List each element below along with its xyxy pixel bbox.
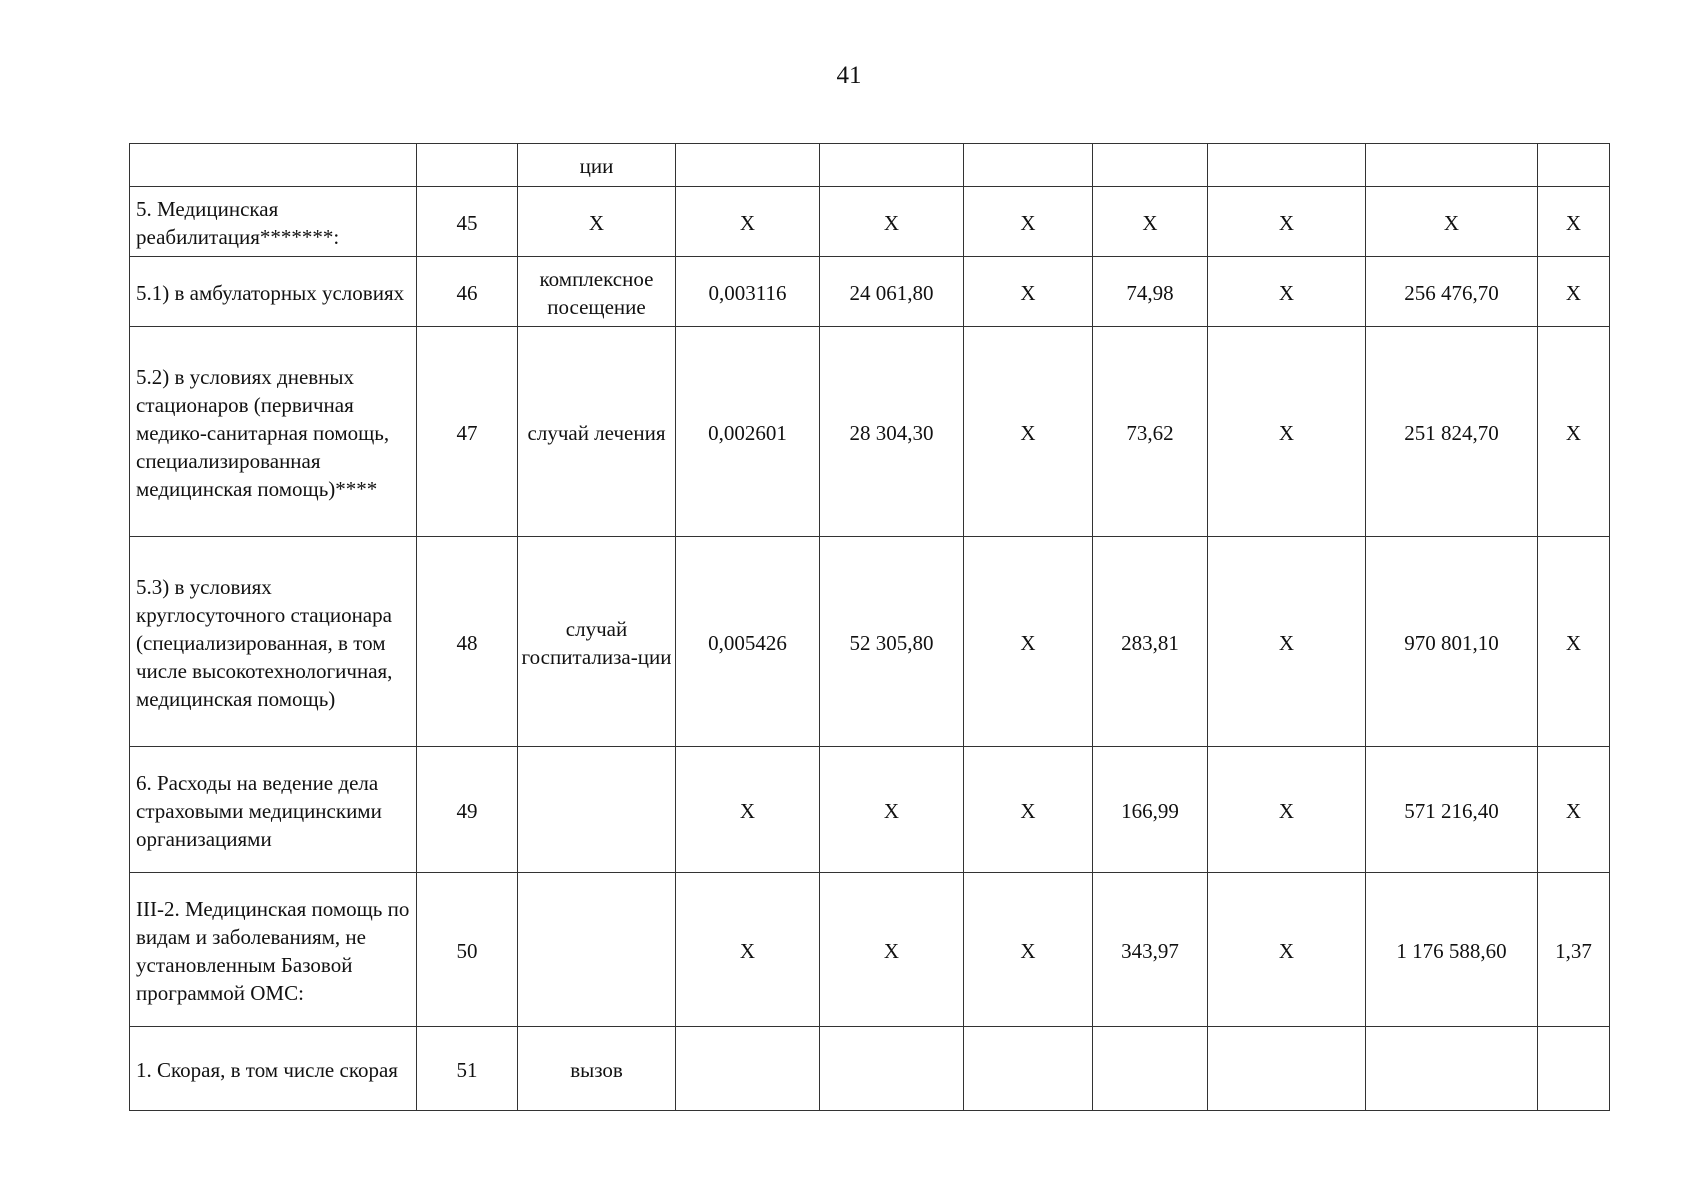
value-cell: 74,98 [1093,257,1208,327]
value-cell [676,1027,820,1111]
value-cell: Х [1538,747,1610,873]
row-name-cell: 6. Расходы на ведение дела страховыми медицинскими организациями [130,747,417,873]
value-cell: Х [1366,187,1538,257]
value-cell: 571 216,40 [1366,747,1538,873]
value-cell: Х [1208,747,1366,873]
value-cell: 73,62 [1093,327,1208,537]
value-cell: Х [820,187,964,257]
value-cell: Х [1208,327,1366,537]
value-cell: Х [676,187,820,257]
row-number-cell: 48 [417,537,518,747]
value-cell: Х [676,747,820,873]
row-name-cell: 5.1) в амбулаторных условиях [130,257,417,327]
value-cell: Х [1208,537,1366,747]
value-cell: 343,97 [1093,873,1208,1027]
value-cell: Х [676,873,820,1027]
row-name-cell: III-2. Медицинская помощь по видам и заболеваниям, не установленным Базовой программой ОМС: [130,873,417,1027]
value-cell: 256 476,70 [1366,257,1538,327]
table-row [130,747,1610,873]
value-cell: 251 824,70 [1366,327,1538,537]
unit-cell: комплексное посещение [518,257,676,327]
value-cell: 0,002601 [676,327,820,537]
value-cell: Х [820,747,964,873]
value-cell [1093,1027,1208,1111]
row-name-cell [130,144,417,187]
table-row [130,187,1610,257]
value-cell: Х [964,187,1093,257]
value-cell [1093,144,1208,187]
row-name-cell: 5. Медицинская реабилитация*******: [130,187,417,257]
value-cell [964,1027,1093,1111]
row-number-cell: 47 [417,327,518,537]
value-cell: Х [964,327,1093,537]
value-cell [820,144,964,187]
row-number-cell: 46 [417,257,518,327]
row-number-cell: 50 [417,873,518,1027]
unit-cell: случай лечения [518,327,676,537]
unit-cell: случай госпитализа-ции [518,537,676,747]
value-cell: 1,37 [1538,873,1610,1027]
value-cell [1366,144,1538,187]
value-cell: 0,003116 [676,257,820,327]
row-name-cell: 5.2) в условиях дневных стационаров (первичная медико-санитарная помощь, специализированная медицинская помощь)**** [130,327,417,537]
unit-cell: ции [518,144,676,187]
value-cell [676,144,820,187]
row-number-cell: 45 [417,187,518,257]
value-cell: Х [1538,187,1610,257]
tariff-table [129,143,1610,1111]
unit-cell: вызов [518,1027,676,1111]
value-cell: 28 304,30 [820,327,964,537]
table-row [130,1027,1610,1111]
row-number-cell [417,144,518,187]
value-cell: Х [820,873,964,1027]
value-cell [820,1027,964,1111]
value-cell: Х [964,257,1093,327]
value-cell: Х [964,873,1093,1027]
table-row [130,327,1610,537]
row-name-cell: 1. Скорая, в том числе скорая [130,1027,417,1111]
value-cell: 24 061,80 [820,257,964,327]
table-row [130,537,1610,747]
value-cell: Х [1208,187,1366,257]
table-row [130,873,1610,1027]
row-name-cell: 5.3) в условиях круглосуточного стационара (специализированная, в том числе высокотехнологичная, медицинская помощь) [130,537,417,747]
value-cell [1208,144,1366,187]
unit-cell [518,747,676,873]
table-row [130,257,1610,327]
value-cell [1208,1027,1366,1111]
value-cell [964,144,1093,187]
unit-cell [518,873,676,1027]
value-cell: 166,99 [1093,747,1208,873]
page-number: 41 [836,62,862,89]
value-cell: 970 801,10 [1366,537,1538,747]
value-cell: Х [964,537,1093,747]
value-cell: 52 305,80 [820,537,964,747]
value-cell: Х [1538,327,1610,537]
value-cell: 0,005426 [676,537,820,747]
value-cell [1538,1027,1610,1111]
value-cell: 1 176 588,60 [1366,873,1538,1027]
row-number-cell: 49 [417,747,518,873]
value-cell: Х [1093,187,1208,257]
value-cell [1538,144,1610,187]
value-cell: 283,81 [1093,537,1208,747]
unit-cell: Х [518,187,676,257]
value-cell: Х [1538,257,1610,327]
table-row [130,144,1610,187]
value-cell: Х [964,747,1093,873]
row-number-cell: 51 [417,1027,518,1111]
value-cell [1366,1027,1538,1111]
value-cell: Х [1208,257,1366,327]
value-cell: Х [1538,537,1610,747]
value-cell: Х [1208,873,1366,1027]
